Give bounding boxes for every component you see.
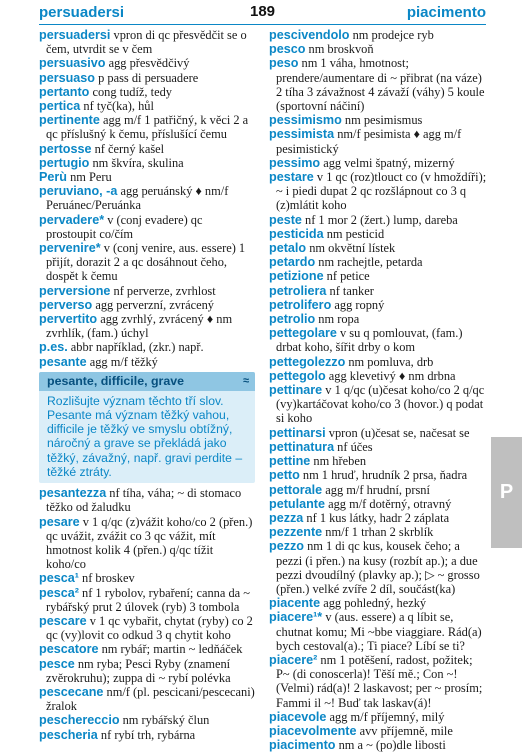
dictionary-entry (269, 369, 488, 383)
entry-headword: piacere¹* (269, 610, 323, 625)
right-column (269, 28, 488, 752)
dictionary-entry (39, 340, 255, 354)
dictionary-entry (39, 298, 255, 312)
dictionary-entry (39, 184, 255, 212)
entry-headword: peruviano, -a (39, 184, 118, 199)
synonym-box-title-text: pesante, difficile, grave (47, 373, 185, 388)
dictionary-entry (269, 326, 488, 354)
page-header (0, 0, 522, 26)
entry-definition: abbr například, (zkr.) např. (67, 340, 204, 355)
entry-headword: perverso (39, 297, 93, 312)
entry-headword: pettegolezzo (269, 354, 346, 369)
synonym-box (39, 372, 255, 483)
entry-definition: nm ryba; Pesci Ryby (znamení zvěrokruhu); zuppa di ~ rybí polévka (46, 656, 231, 685)
entry-definition: nm ropa (315, 312, 360, 327)
entry-headword: pescatore (39, 642, 99, 657)
entry-list-left (39, 28, 255, 369)
dictionary-entry (269, 227, 488, 241)
entry-headword: pertinente (39, 113, 100, 128)
dictionary-entry (269, 426, 488, 440)
entry-definition: avv příjemně, mile (356, 723, 453, 738)
dictionary-entry (39, 71, 255, 85)
left-column (39, 28, 255, 742)
entry-headword: pezza (269, 510, 304, 525)
entry-definition: nf 1 rybolov, rybaření; canna da ~ rybářský prut 2 úlovek (ryb) 3 tombola (46, 585, 250, 614)
dictionary-entry (39, 85, 255, 99)
dictionary-entry (39, 586, 255, 614)
dictionary-entry (269, 596, 488, 610)
entry-definition: agg velmi špatný, mizerný (320, 155, 455, 170)
entry-definition: agg m/f hrudní, prsní (322, 482, 430, 497)
entry-headword: pesca¹ (39, 571, 79, 586)
entry-definition: nm pesticid (323, 226, 385, 241)
entry-headword: pesante (39, 354, 87, 369)
dictionary-entry (39, 713, 255, 727)
entry-definition: vpron di qc přesvědčit se o čem, utvrdit se v čem (46, 28, 247, 57)
dictionary-entry (269, 454, 488, 468)
dictionary-entry (39, 486, 255, 514)
entry-definition: agg klevetivý ♦ nm drbna (325, 368, 456, 383)
entry-headword: pettinarsi (269, 425, 326, 440)
dictionary-entry (269, 539, 488, 596)
header-left-guide-word: persuadersi (39, 4, 125, 21)
entry-headword: piacere² (269, 652, 318, 667)
entry-headword: pescecane (39, 684, 104, 699)
synonym-box-text: Rozlišujte význam těchto tří slov. Pesante má význam těžký vahou, difficile je těžký ve smyslu obtížný, náročný a grave se překládá jako těžký, závažný, např. gravi perdite – těžké ztráty. (47, 393, 243, 479)
entry-definition: agg m/f příjemný, milý (326, 709, 445, 724)
dictionary-entry (39, 213, 255, 241)
entry-headword: Perù (39, 170, 67, 185)
dictionary-entry (269, 42, 488, 56)
entry-definition: nf účes (334, 439, 373, 454)
dictionary-entry (269, 610, 488, 653)
dictionary-entry (269, 170, 488, 213)
entry-headword: piacente (269, 596, 321, 611)
entry-headword: pettinatura (269, 439, 335, 454)
approx-icon: ≈ (242, 374, 249, 387)
entry-definition: nm rybářský člun (119, 713, 210, 728)
dictionary-entry (39, 657, 255, 685)
dictionary-entry (39, 241, 255, 284)
entry-headword: persuasivo (39, 56, 106, 71)
entry-definition: nf rybí trh, rybárna (97, 727, 196, 742)
dictionary-entry (269, 28, 488, 42)
entry-headword: petto (269, 468, 300, 483)
entry-definition: nf petice (323, 269, 370, 284)
dictionary-entry (269, 355, 488, 369)
dictionary-entry (269, 56, 488, 113)
entry-headword: pettine (269, 454, 311, 469)
entry-definition: agg m/f 1 patřičný, k věci 2 a qc příslušný k čemu, příslušící čemu (46, 113, 249, 142)
entry-headword: petrolifero (269, 297, 332, 312)
entry-headword: piacevole (269, 709, 327, 724)
entry-definition: v (aus. essere) a q líbit se, chutnat komu; Mi ~bbe viaggiare. Rád(a) bych cestoval(a).; Ti piace? Líbí se ti? (276, 610, 482, 653)
dictionary-entry (269, 284, 488, 298)
dictionary-entry (269, 511, 488, 525)
dictionary-entry (39, 728, 255, 742)
dictionary-entry (269, 383, 488, 426)
entry-definition: nm pomluva, drb (345, 354, 434, 369)
entry-definition: agg ropný (331, 297, 385, 312)
entry-headword: pertanto (39, 84, 90, 99)
entry-definition: nm okvětní lístek (306, 241, 396, 256)
header-rule (39, 24, 486, 25)
entry-headword: petalo (269, 241, 307, 256)
entry-headword: pettorale (269, 482, 323, 497)
entry-definition: nf tyč(ka), hůl (80, 99, 154, 114)
entry-headword: peso (269, 56, 299, 71)
entry-headword: piacevolmente (269, 723, 357, 738)
entry-definition: nf broskev (78, 571, 135, 586)
entry-headword: pesantezza (39, 486, 107, 501)
entry-definition: nm škvíra, skulina (89, 155, 184, 170)
entry-headword: pesca² (39, 585, 79, 600)
entry-definition: v (conj venire, aus. essere) 1 přijít, dorazit 2 a qc dosáhnout čeho, dospět k čemu (46, 241, 246, 284)
entry-definition: nf 1 mor 2 (žert.) lump, dareba (301, 212, 458, 227)
header-right-guide-word: piacimento (406, 4, 486, 21)
entry-headword: pessimo (269, 155, 321, 170)
entry-headword: pezzente (269, 525, 323, 540)
entry-definition: nf perverze, zvrhlost (110, 283, 216, 298)
dictionary-entry (39, 156, 255, 170)
entry-headword: pertica (39, 99, 81, 114)
entry-definition: nm 1 di qc kus, kousek čeho; a pezzi (i přen.) na kusy (rozbít ap.); a due pezzi dvoudílný (plavky ap.); ▷ ~ grosso (přen.) velké zvíře 2 díl, součást(ka) (276, 539, 480, 596)
entry-definition: agg zvrhlý, zvrácený ♦ nm zvrhlík, (fam.) úchyl (46, 312, 233, 341)
dictionary-entry (269, 127, 488, 155)
entry-headword: pervadere* (39, 212, 105, 227)
entry-definition: agg m/f dotěrný, otravný (324, 496, 452, 511)
entry-headword: pervenire* (39, 241, 101, 256)
entry-definition: v 1 qc (roz)tlouct co (v hmoždíři); ~ i piedi dupat 2 qc rozšlápnout co 3 q (z)mlátit koho (276, 170, 487, 213)
entry-definition: nm prodejce ryb (349, 28, 434, 42)
entry-definition: nf tanker (326, 283, 374, 298)
dictionary-entry (39, 56, 255, 70)
dictionary-entry (39, 355, 255, 369)
entry-definition: nm pesimismus (341, 113, 423, 128)
entry-headword: pesco (269, 42, 306, 57)
dictionary-entry (39, 642, 255, 656)
entry-definition: nm/f 1 trhan 2 skrblík (322, 525, 434, 540)
entry-definition: nf 1 kus látky, hadr 2 záplata (303, 510, 450, 525)
dictionary-entry (39, 515, 255, 572)
entry-definition: v 1 q/qc (u)česat koho/co 2 q/qc (vy)kartáčovat koho/co 3 (hovor.) q podat si koho (276, 383, 485, 426)
entry-headword: peschereccio (39, 713, 120, 728)
entry-definition: nm a ~ (po)dle libosti (335, 738, 446, 752)
dictionary-entry (269, 440, 488, 454)
entry-headword: pestare (269, 170, 314, 185)
dictionary-entry (269, 156, 488, 170)
entry-headword: pezzo (269, 539, 304, 554)
dictionary-entry (269, 710, 488, 724)
entry-definition: vpron (u)česat se, načesat se (325, 425, 470, 440)
synonym-box-title (39, 372, 255, 391)
entry-headword: pesare (39, 514, 80, 529)
entry-headword: petardo (269, 255, 316, 270)
entry-headword: pesticida (269, 226, 324, 241)
entry-definition: nm rybář; martin ~ ledňáček (98, 642, 243, 657)
dictionary-entry (269, 724, 488, 738)
dictionary-entry (269, 255, 488, 269)
entry-definition: v 1 qc vybařit, chytat (ryby) co 2 qc (vy)lovit co odkud 3 q chytit koho (46, 613, 253, 643)
entry-definition: p pass di persuadere (95, 70, 199, 85)
dictionary-entry (269, 312, 488, 326)
dictionary-entry (269, 483, 488, 497)
entry-headword: pescheria (39, 727, 98, 742)
dictionary-entry (39, 28, 255, 56)
dictionary-entry (39, 170, 255, 184)
entry-headword: pescare (39, 613, 87, 628)
entry-definition: nf černý kašel (91, 141, 165, 156)
entry-definition: v su q pomlouvat, (fam.) drbat koho, šířit drby o kom (276, 326, 463, 355)
entry-definition: nm rachejtle, petarda (315, 255, 423, 270)
entry-headword: persuaso (39, 70, 95, 85)
entry-headword: petulante (269, 496, 325, 511)
entry-headword: petizione (269, 269, 324, 284)
entry-definition: nm broskvoň (305, 42, 374, 57)
entry-list-left-2 (39, 486, 255, 742)
entry-headword: petroliera (269, 283, 327, 298)
entry-definition: agg pohledný, hezký (320, 596, 427, 611)
dictionary-entry (269, 241, 488, 255)
entry-definition: nm 1 váha, hmotnost; prendere/aumentare di ~ přibrat (na váze) 2 tíha 3 závažnost 4 závaží (váhy) 5 koule (sportovní náčiní) (276, 56, 485, 114)
dictionary-entry (39, 142, 255, 156)
entry-definition: agg m/f těžký (86, 354, 158, 369)
dictionary-entry (39, 614, 255, 642)
dictionary-entry (39, 113, 255, 141)
dictionary-entry (39, 685, 255, 713)
entry-headword: petrolio (269, 312, 316, 327)
entry-definition: nm 1 potěšení, radost, požitek; P~ (di conoscerla)! Těší mě.; Con ~! (Velmi) rád(a)! 2 laskavost; per ~ prosím; Fammi il ~! Buď tak laskav(á)! (276, 652, 483, 710)
entry-headword: piacimento (269, 738, 336, 752)
dictionary-entry (39, 284, 255, 298)
dictionary-entry (269, 113, 488, 127)
entry-headword: pertosse (39, 141, 92, 156)
dictionary-entry (269, 468, 488, 482)
entry-headword: pervertito (39, 312, 98, 327)
dictionary-entry (39, 99, 255, 113)
entry-headword: pettegolo (269, 368, 326, 383)
page-number: 189 (250, 3, 276, 20)
letter-thumb-tab-label: P (499, 481, 514, 503)
entry-definition: v 1 q/qc (z)vážit koho/co 2 (přen.) qc uvážit, zvážit co 3 qc vážit, mít hmotnost kolik 4 (přen.) q/qc tížit koho/co (46, 514, 253, 572)
entry-definition: cong tudíž, tedy (89, 84, 172, 99)
entry-definition: nm hřeben (310, 454, 367, 469)
dictionary-entry (269, 269, 488, 283)
entry-headword: pettegolare (269, 326, 337, 341)
entry-definition: v (conj evadere) qc prostoupit co/čím (46, 212, 203, 241)
entry-definition: nm/f pesimista ♦ agg m/f pesimistický (276, 127, 462, 156)
entry-definition: agg perverzní, zvrácený (92, 297, 214, 312)
entry-definition: nm Peru (67, 170, 112, 185)
dictionary-entry (39, 571, 255, 585)
entry-list-right (269, 28, 488, 752)
dictionary-entry (269, 525, 488, 539)
entry-definition: nf tíha, váha; ~ di stomaco těžko od žaludku (46, 486, 242, 515)
dictionary-entry (269, 213, 488, 227)
entry-headword: pertugio (39, 155, 90, 170)
entry-definition: nm 1 hruď, hrudník 2 prsa, ňadra (299, 468, 468, 483)
entry-headword: pescivendolo (269, 28, 350, 42)
entry-headword: pesce (39, 656, 75, 671)
dictionary-entry (39, 312, 255, 340)
entry-headword: perversione (39, 283, 111, 298)
letter-thumb-tab[interactable] (491, 437, 522, 548)
entry-definition: agg přesvědčivý (105, 56, 190, 71)
entry-headword: pessimismo (269, 113, 342, 128)
entry-headword: persuadersi (39, 28, 111, 42)
entry-definition: agg peruánský ♦ nm/f Peruánec/Peruánka (46, 184, 229, 213)
entry-headword: pettinare (269, 383, 323, 398)
entry-headword: pessimista (269, 127, 335, 142)
entry-headword: p.es. (39, 340, 68, 355)
entry-definition: nm/f (pl. pescicani/pescecani) žralok (46, 684, 255, 714)
dictionary-entry (269, 298, 488, 312)
dictionary-entry (269, 497, 488, 511)
entry-headword: peste (269, 212, 302, 227)
dictionary-entry (269, 653, 488, 710)
